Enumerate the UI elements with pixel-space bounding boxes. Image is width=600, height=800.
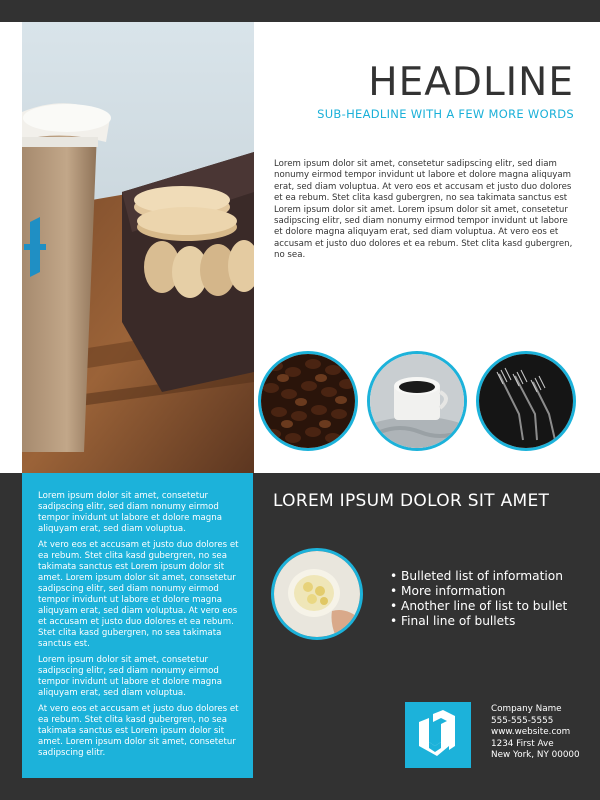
company-info — [491, 704, 580, 762]
bullet-item — [390, 584, 567, 599]
bullet-text: Another line of list to bullet — [401, 599, 568, 613]
panel-paragraph-3: Lorem ipsum dolor sit amet, consetetur sadipscing elitr, sed diam nonumy eirmod tempor invidunt ut labore et dolore magna aliquyam erat, sed diam voluptua. — [38, 655, 222, 698]
company-website: www.website.com — [491, 727, 571, 737]
lemon-water-photo — [271, 548, 363, 640]
bullet-text: Bulleted list of information — [401, 569, 563, 583]
panel-paragraph-1: Lorem ipsum dolor sit amet, consetetur sadipscing elitr, sed diam nonumy eirmod tempor invidunt ut labore et dolore magna aliquyam erat, sed diam voluptua. — [38, 491, 222, 534]
bullet-text: More information — [401, 584, 506, 598]
forks-photo — [476, 351, 576, 451]
company-name: Company Name — [491, 704, 562, 714]
bullet-dot: • — [390, 569, 398, 583]
company-address-line1: 1234 First Ave — [491, 738, 554, 749]
coffee-beans-photo — [258, 351, 358, 451]
company-address-line2: New York, NY 00000 — [491, 750, 580, 760]
section-title: LOREM IPSUM DOLOR SIT AMET — [273, 491, 550, 511]
intro-paragraph: Lorem ipsum dolor sit amet, consetetur sadipscing elitr, sed diam nonumy eirmod tempor invidunt ut labore et dolore magna aliquyam erat, sed diam voluptua. At vero eos et accusam et justo duo dolores et ea rebum. Stet clita kasd gubergren, no sea takimata sanctus est Lorem ipsum dolor sit amet. Lorem ipsum dolor sit amet, consetetur sadipscing elitr, sed diam nonumy eirmod tempor invidunt ut labore et dolore magna aliquyam erat, sed diam voluptua. At vero eos et accusam et justo duo dolores et ea rebum. Stet clita kasd gubergren, no sea. — [274, 159, 573, 261]
bullet-text: Final line of bullets — [401, 614, 516, 628]
headline: HEADLINE — [368, 60, 574, 105]
top-band — [0, 0, 600, 22]
bullet-list — [390, 569, 567, 629]
bullet-item — [390, 569, 567, 584]
bullet-dot: • — [390, 584, 398, 598]
coffee-mug-photo — [367, 351, 467, 451]
sub-headline: SUB-HEADLINE WITH A FEW MORE WORDS — [317, 107, 574, 121]
bullet-dot: • — [390, 614, 398, 628]
cyan-text-panel — [22, 473, 253, 778]
panel-paragraph-4: At vero eos et accusam et justo duo dolores et ea rebum. Stet clita kasd gubergren, no sea takimata sanctus est Lorem ipsum dolor sit amet. Lorem ipsum dolor sit amet, consetetur sadipscing elitr. — [38, 704, 239, 758]
bullet-dot: • — [390, 599, 398, 613]
company-phone: 555-555-5555 — [491, 715, 554, 726]
panel-paragraph-2: At vero eos et accusam et justo duo dolores et ea rebum. Stet clita kasd gubergren, no sea takimata sanctus est Lorem ipsum dolor sit amet. Lorem ipsum dolor sit amet, consetetur sadipscing elitr, sed diam nonumy eirmod tempor invidunt ut labore et dolore magna aliquyam erat, sed diam voluptua. At vero eos et accusam et justo duo dolores et ea rebum. Stet clita kasd gubergren, no sea takimata sanctus est. — [38, 540, 239, 649]
company-logo — [405, 702, 471, 768]
bullet-item — [390, 614, 567, 629]
bullet-item — [390, 599, 567, 614]
hero-photo — [22, 22, 254, 473]
